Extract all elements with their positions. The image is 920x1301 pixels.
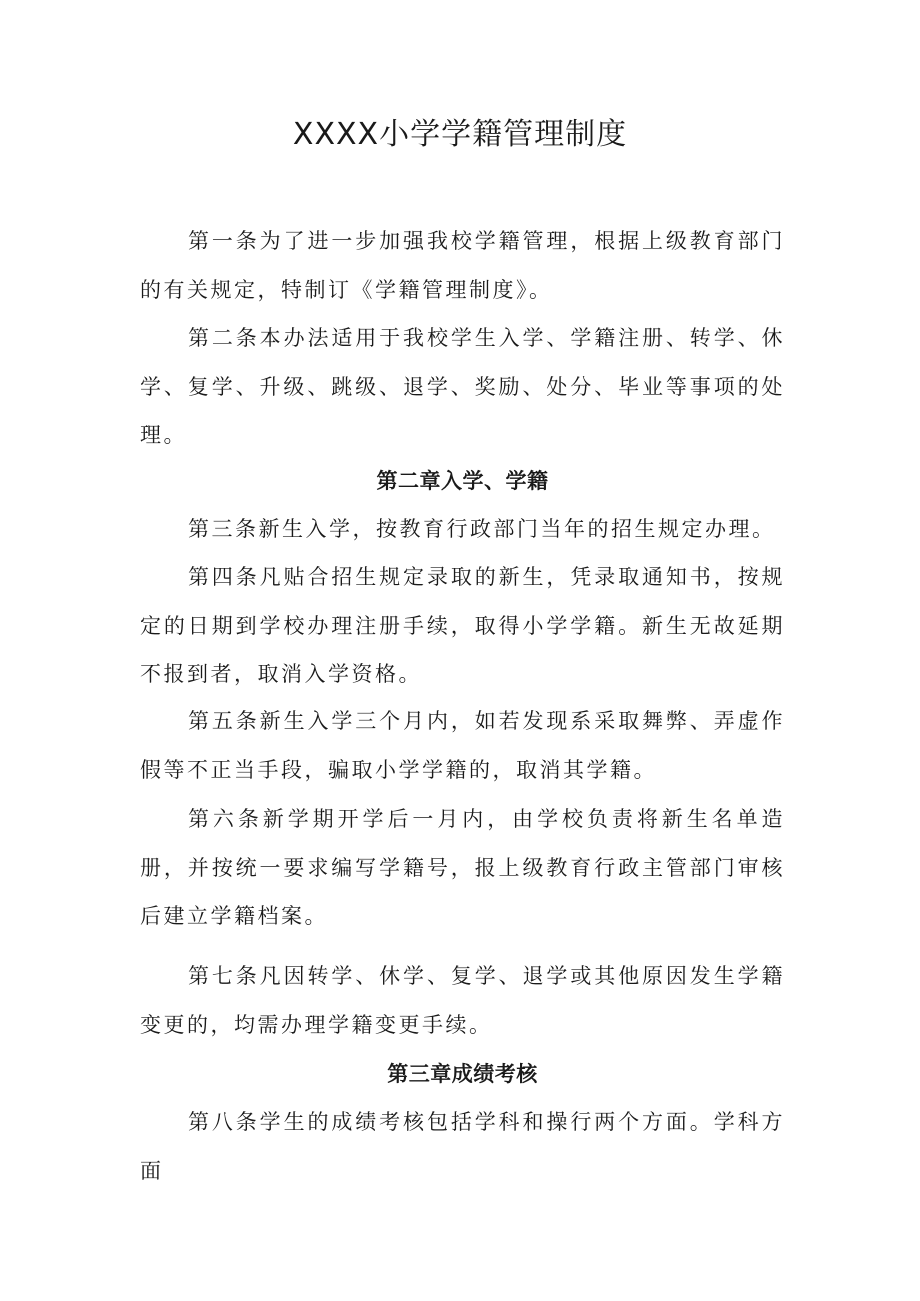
article-3-paragraph: 第三条新生入学，按教育行政部门当年的招生规定办理。 <box>188 517 776 541</box>
document-title: XXXX小学学籍管理制度 <box>292 117 628 152</box>
article-4-paragraph: 第四条凡贴合招生规定录取的新生，凭录取通知书，按规定的日期到学校办理注册手续，取得小学学籍。新生无故延期不报到者，取消入学资格。 <box>140 565 785 686</box>
article-1-paragraph: 第一条为了进一步加强我校学籍管理，根据上级教育部门的有关规定，特制订《学籍管理制度》。 <box>140 229 785 302</box>
chapter-3-heading: 第三章成绩考核 <box>387 1062 538 1086</box>
chapter-2-heading: 第二章入学、学籍 <box>376 469 549 493</box>
article-7-paragraph: 第七条凡因转学、休学、复学、退学或其他原因发生学籍变更的，均需办理学籍变更手续。 <box>140 964 785 1037</box>
article-2-paragraph: 第二条本办法适用于我校学生入学、学籍注册、转学、休学、复学、升级、跳级、退学、奖励、处分、毕业等事项的处理。 <box>140 326 785 447</box>
article-6-paragraph: 第六条新学期开学后一月内，由学校负责将新生名单造册，并按统一要求编写学籍号，报上级教育行政主管部门审核后建立学籍档案。 <box>140 807 785 928</box>
article-5-paragraph: 第五条新生入学三个月内，如若发现系采取舞弊、弄虚作假等不正当手段，骗取小学学籍的，取消其学籍。 <box>140 709 785 782</box>
article-8-paragraph: 第八条学生的成绩考核包括学科和操行两个方面。学科方面 <box>140 1110 785 1183</box>
